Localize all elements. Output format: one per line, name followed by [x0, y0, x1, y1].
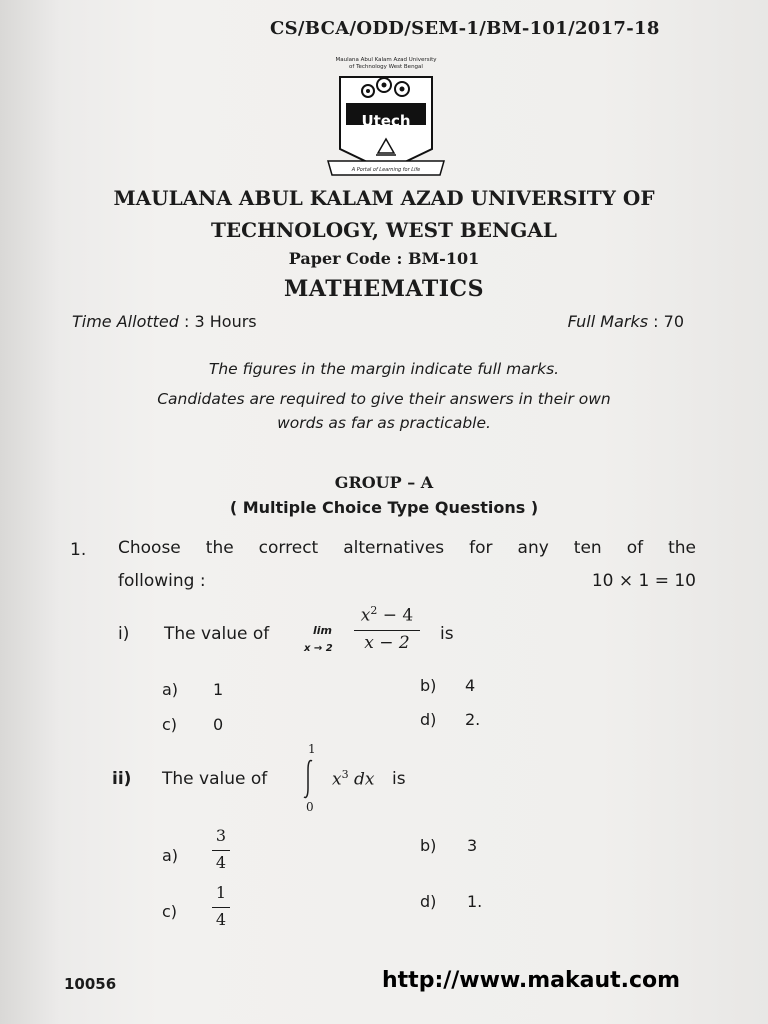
subject-title: MATHEMATICS — [284, 276, 484, 302]
option-ii-d-value: 1. — [467, 892, 483, 911]
option-ii-a-denominator: 4 — [215, 853, 227, 872]
subq-ii-label: ii) — [112, 769, 132, 789]
integrand — [332, 768, 374, 790]
group-subtitle: ( Multiple Choice Type Questions ) — [229, 498, 539, 517]
option-ii-a-label: a) — [162, 846, 179, 865]
subq-ii-prefix: The value of — [162, 769, 268, 789]
integrand-base: x — [332, 769, 342, 790]
option-ii-b-label: b) — [420, 836, 437, 855]
integral-upper-limit: 1 — [308, 742, 316, 756]
question-number: 1. — [70, 540, 87, 560]
integrand-exponent: 3 — [341, 768, 349, 781]
instruction-line-3: words as far as practicable. — [277, 414, 491, 432]
university-name-line-1: MAULANA ABUL KALAM AZAD UNIVERSITY OF — [113, 186, 655, 210]
question-text-line-1: Choose the correct alternatives for any ten of the — [118, 538, 696, 558]
marks-label: Full Marks — [567, 312, 649, 331]
time-value: : 3 Hours — [184, 312, 257, 331]
footer-url-link[interactable]: http://www.makaut.com — [382, 968, 681, 993]
subq-ii-suffix: is — [392, 769, 406, 789]
fraction-denominator: x − 2 — [364, 633, 410, 653]
numerator-rest: − 4 — [377, 605, 414, 626]
full-marks — [568, 312, 684, 331]
integral-sign-icon — [300, 758, 316, 800]
option-ii-b-value: 3 — [467, 836, 478, 855]
option-i-d-value: 2. — [465, 710, 481, 729]
instruction-line-1: The figures in the margin indicate full marks. — [208, 360, 560, 378]
instruction-line-2: Candidates are required to give their answers in their own — [157, 390, 611, 408]
footer-code: 10056 — [64, 975, 117, 993]
subq-i-prefix: The value of — [164, 624, 270, 644]
fraction-bar — [354, 630, 420, 631]
question-marks: 10 × 1 = 10 — [591, 571, 696, 591]
option-i-a-value: 1 — [213, 680, 224, 699]
time-label: Time Allotted — [72, 312, 179, 331]
option-ii-c-label: c) — [162, 902, 178, 921]
logo-top-text-2: of Technology West Bengal — [349, 64, 423, 70]
paper-code: Paper Code : BM-101 — [288, 249, 480, 268]
integrand-differential: dx — [348, 769, 375, 790]
question-text-line-2: following : — [118, 571, 206, 591]
university-name-line-2: TECHNOLOGY, WEST BENGAL — [211, 218, 557, 242]
limit-symbol: lim — [313, 624, 333, 637]
group-title: GROUP – A — [334, 473, 434, 492]
logo-top-text-1: Maulana Abul Kalam Azad University — [335, 57, 437, 63]
numerator-exponent: 2 — [370, 604, 378, 617]
logo-ribbon-text: A Portal of Learning for Life — [351, 167, 421, 173]
numerator-base: x — [360, 605, 371, 626]
fraction-numerator — [352, 604, 422, 626]
time-allotted — [72, 312, 257, 331]
option-ii-c-numerator: 1 — [215, 883, 227, 902]
subq-i-label: i) — [118, 624, 130, 644]
option-i-a-label: a) — [162, 680, 179, 699]
option-ii-c-denominator: 4 — [215, 910, 227, 929]
option-i-c-label: c) — [162, 715, 178, 734]
option-i-d-label: d) — [420, 710, 437, 729]
option-ii-c-fraction-bar — [212, 907, 230, 908]
integral-lower-limit: 0 — [306, 800, 314, 814]
limit-subscript: x → 2 — [304, 643, 333, 654]
option-ii-a-fraction-bar — [212, 850, 230, 851]
marks-value: : 70 — [653, 312, 684, 331]
logo-brand-text: Utech — [361, 112, 411, 130]
option-i-c-value: 0 — [213, 715, 224, 734]
subq-i-suffix: is — [440, 624, 454, 644]
university-logo — [318, 57, 454, 182]
option-ii-a-numerator: 3 — [215, 826, 227, 845]
option-ii-d-label: d) — [420, 892, 437, 911]
option-i-b-value: 4 — [465, 676, 476, 695]
paper-code-header: CS/BCA/ODD/SEM-1/BM-101/2017-18 — [270, 18, 660, 39]
option-i-b-label: b) — [420, 676, 437, 695]
